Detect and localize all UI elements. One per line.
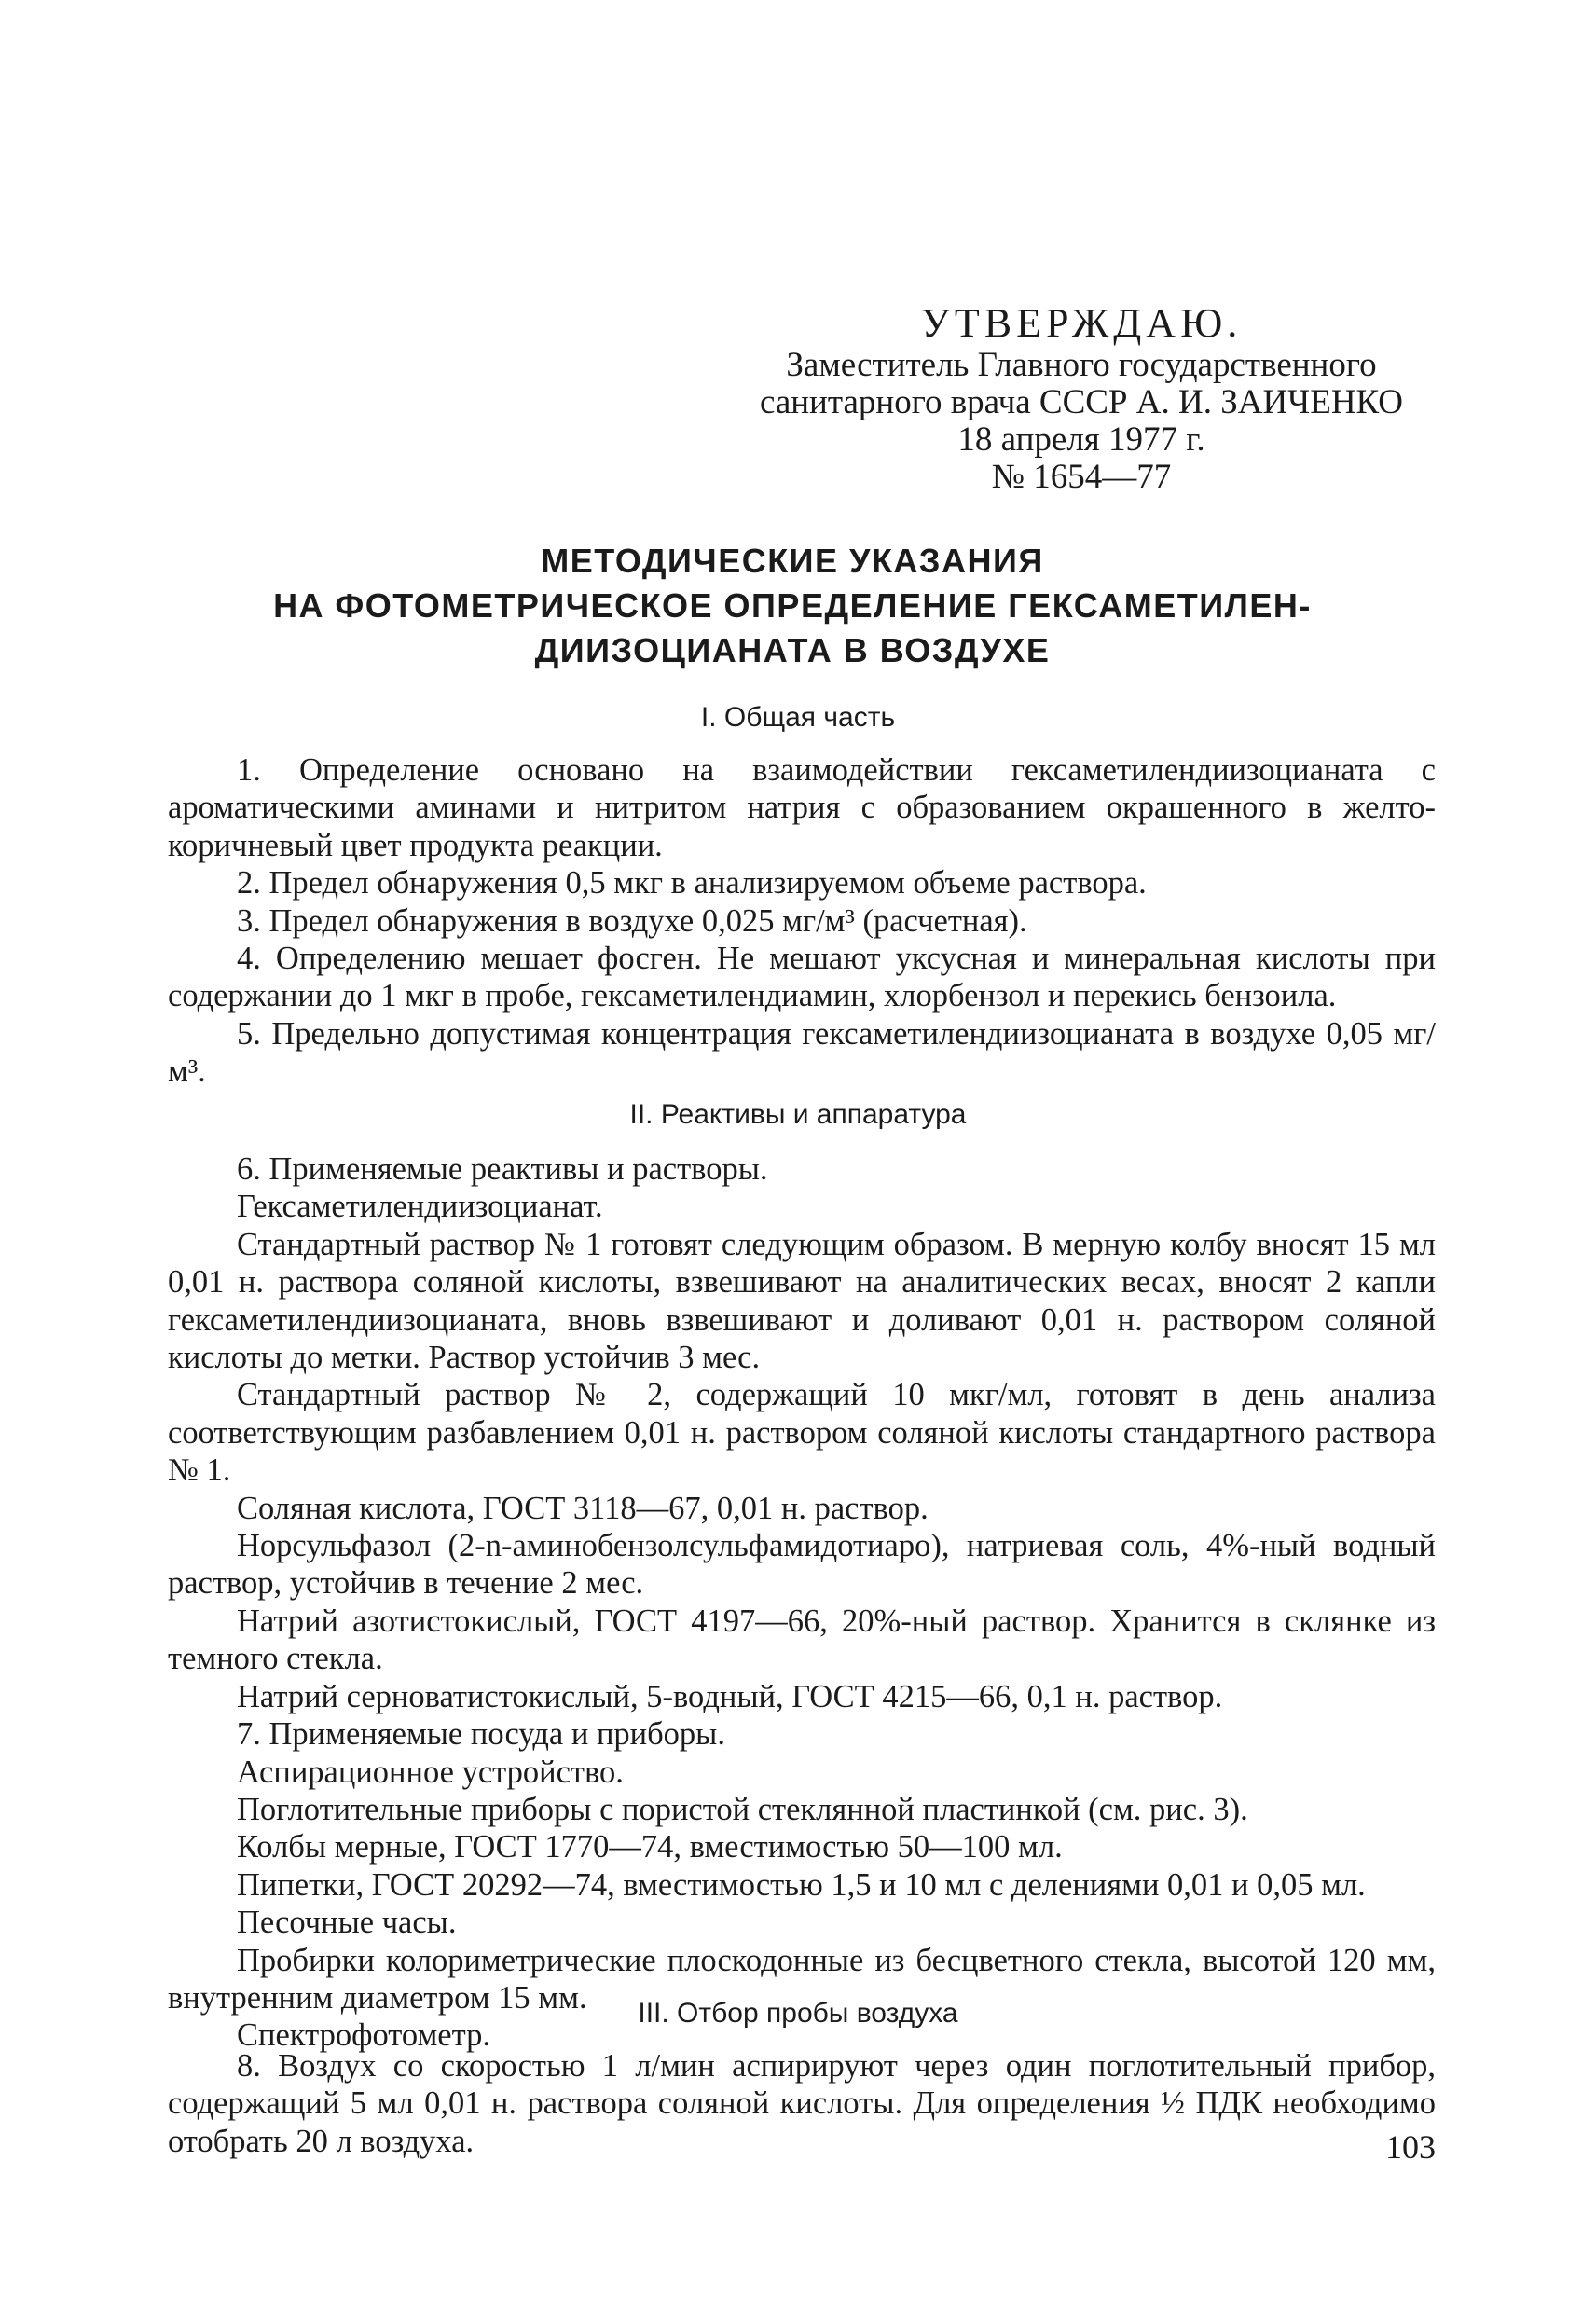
approval-date: 18 апреля 1977 г. (957, 420, 1205, 459)
paragraph: Натрий азотистокислый, ГОСТ 4197—66, 20%-ный раствор. Хранится в склянке из темного стекла. (168, 1603, 1436, 1677)
section-reagents-body (168, 1150, 1436, 2055)
paragraph: Пробирки колориметрические плоскодонные из бесцветного стекла, высотой 120 мм, внутренним диаметром 15 мм. (168, 1942, 1436, 2016)
paragraph: 2. Предел обнаружения 0,5 мкг в анализируемом объеме раствора. (237, 865, 1147, 901)
section-heading-sampling: III. Отбор пробы воздуха (638, 1998, 958, 2029)
paragraph: Аспирационное устройство. (237, 1754, 624, 1790)
paragraph: Спектрофотометр. (237, 2017, 490, 2054)
paragraph: Гексаметилендиизоцианат. (237, 1189, 603, 1225)
paragraph: Поглотительные приборы с пористой стеклянной пластинкой (см. рис. 3). (237, 1791, 1248, 1827)
document-title (186, 539, 1398, 673)
paragraph: Стандартный раствор № 2, содержащий 10 мкг/мл, готовят в день анализа соответствующим разбавлением 0,01 н. раствором соляной кислоты стандартного раствора № 1. (168, 1377, 1436, 1489)
approval-block (727, 300, 1436, 496)
approval-heading: УТВЕРЖДАЮ. (920, 300, 1243, 346)
paragraph: Колбы мерные, ГОСТ 1770—74, вместимостью 50—100 мл. (237, 1829, 1063, 1865)
title-line: МЕТОДИЧЕСКИЕ УКАЗАНИЯ (541, 542, 1044, 580)
title-line: ДИИЗОЦИАНАТА В ВОЗДУХЕ (534, 631, 1051, 669)
paragraph: 6. Применяемые реактивы и растворы. (237, 1151, 768, 1187)
section-general-body (168, 751, 1436, 1091)
paragraph: Натрий серноватистокислый, 5-водный, ГОСТ 4215—66, 0,1 н. раствор. (237, 1678, 1223, 1714)
paragraph: Пипетки, ГОСТ 20292—74, вместимостью 1,5 и 10 мл с делениями 0,01 и 0,05 мл. (237, 1866, 1366, 1903)
paragraph: 5. Предельно допустимая концентрация гексаметилендиизоцианата в воздухе 0,05 мг/м³. (168, 1015, 1436, 1090)
paragraph: Песочные часы. (237, 1905, 457, 1941)
paragraph: 7. Применяемые посуда и приборы. (237, 1716, 725, 1753)
paragraph: 3. Предел обнаружения в воздухе 0,025 мг/м³ (расчетная). (237, 902, 1027, 939)
paragraph: Соляная кислота, ГОСТ 3118—67, 0,01 н. раствор. (237, 1490, 929, 1526)
section-sampling-body (168, 2047, 1436, 2160)
paragraph: Стандартный раствор № 1 готовят следующим образом. В мерную колбу вносят 15 мл 0,01 н. раствора соляной кислоты, взвешивают на аналитических весах, вносят 2 капли гексаметилендиизоцианата, вновь взвешивают и доливают 0,01 н. раствором соляной кислоты до метки. Раствор устойчив 3 мес. (168, 1226, 1436, 1376)
title-line: НА ФОТОМЕТРИЧЕСКОЕ ОПРЕДЕЛЕНИЕ ГЕКСАМЕТИЛЕН- (273, 586, 1312, 625)
approval-line: санитарного врача СССР А. И. ЗАИЧЕНКО (759, 383, 1404, 421)
approval-line: Заместитель Главного государственного (786, 346, 1377, 384)
approval-number: № 1654—77 (991, 458, 1172, 496)
paragraph: Норсульфазол (2-n-аминобензолсульфамидотиаро), натриевая соль, 4%-ный водный раствор, устойчив в течение 2 мес. (168, 1528, 1436, 1602)
paragraph: 8. Воздух со скоростью 1 л/мин аспирируют через один поглотительный прибор, содержащий 5 мл 0,01 н. раствора соляной кислоты. Для определения ½ ПДК необходимо отобрать 20 л воздуха. (168, 2048, 1436, 2159)
page-number: 103 (1385, 2128, 1436, 2166)
section-heading-reagents: II. Реактивы и аппаратура (629, 1099, 967, 1130)
section-heading-general: I. Общая часть (700, 702, 896, 733)
paragraph: 1. Определение основано на взаимодействии гексаметилендиизоцианата с ароматическими аминами и нитритом натрия с образованием окрашенного в желто-коричневый цвет продукта реакции. (168, 752, 1436, 863)
paragraph: 4. Определению мешает фосген. Не мешают уксусная и минеральная кислоты при содержании до 1 мкг в пробе, гексаметилендиамин, хлорбензол и перекись бензоила. (168, 941, 1436, 1014)
